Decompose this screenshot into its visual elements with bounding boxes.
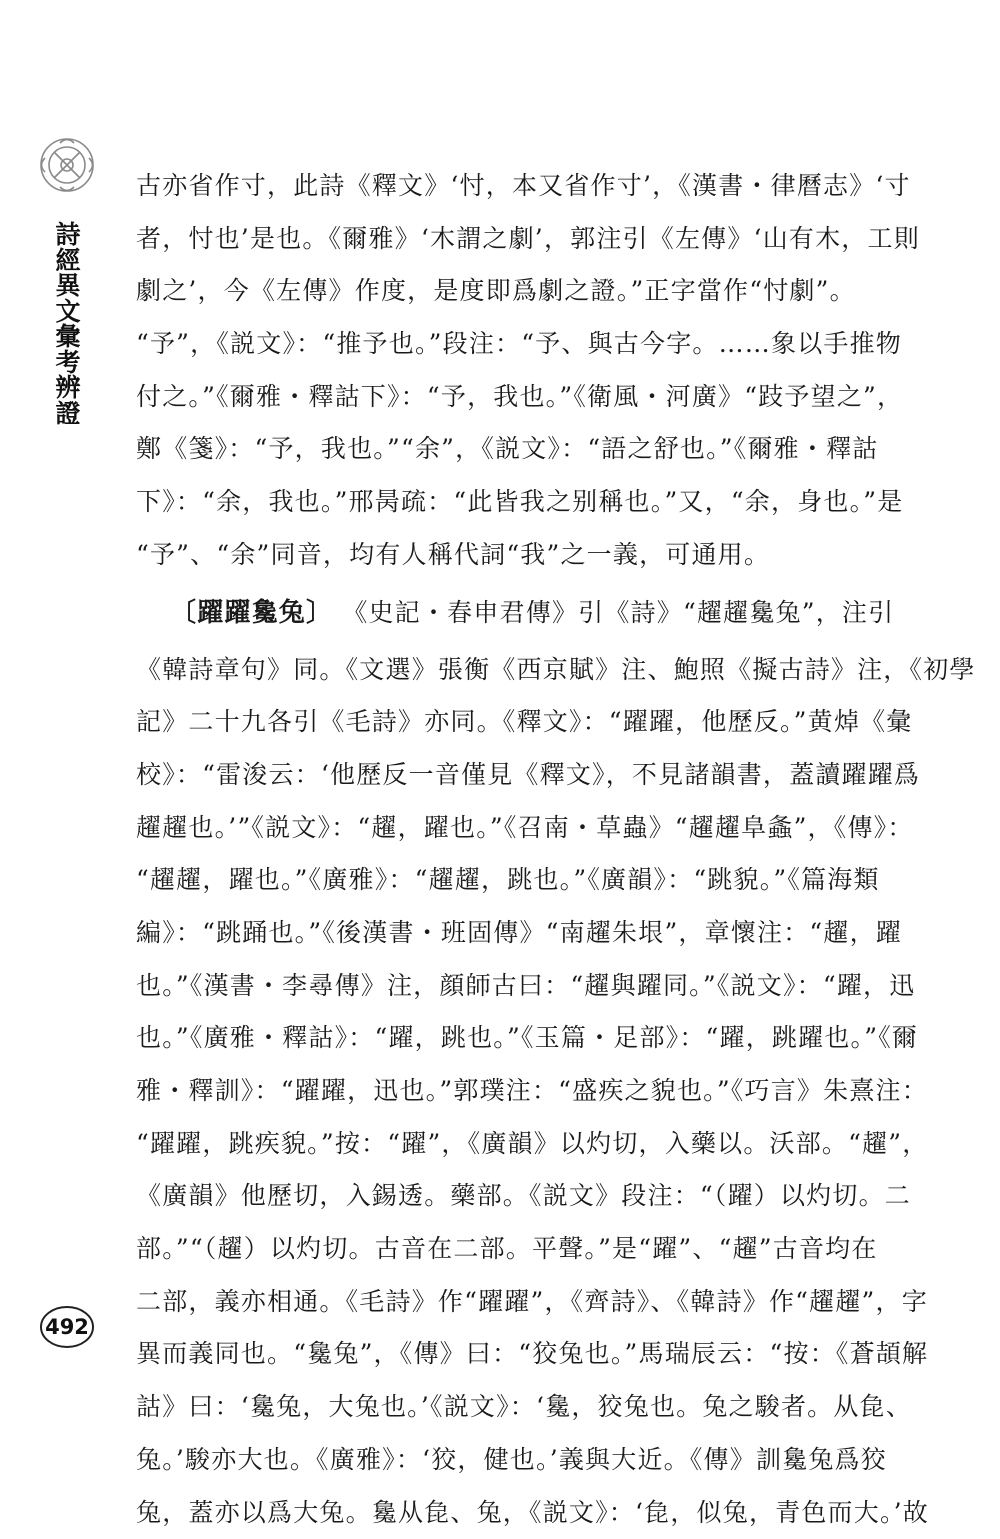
text-line: 《韓詩章句》同。《文選》張衡《西京賦》注、鮑照《擬古詩》注，《初學: [136, 644, 888, 697]
text-line: 編》：“跳踊也。”《後漢書・班固傳》“南趯朱垠”，章懷注：“趯，躍: [136, 907, 888, 960]
title-char: 彙: [50, 324, 86, 350]
text-line: 也。”《漢書・李尋傳》注，顔師古曰：“趯與躍同。”《説文》：“躍，迅: [136, 960, 888, 1013]
text-line: “予”、“余”同音，均有人稱代詞“我”之一義，可通用。: [136, 529, 888, 582]
page-number-badge: [38, 1303, 96, 1351]
text-line: 部。”“（趯）以灼切。古音在二部。平聲。”是“躍”、“趯”古音均在: [136, 1223, 888, 1276]
entry-heading: 〔躍躍毚兔〕: [170, 598, 333, 628]
title-char: 文: [50, 299, 86, 325]
text-line: 《廣韻》他歷切，入錫透。藥部。《説文》段注：“（躍）以灼切。二: [136, 1170, 888, 1223]
text-line: 古亦省作寸，此詩《釋文》‘忖，本又省作寸’，《漢書・律曆志》‘寸: [136, 160, 888, 213]
text-line: 雅・釋訓》：“躍躍，迅也。”郭璞注：“盛疾之貌也。”《巧言》朱熹注：: [136, 1065, 888, 1118]
text-line: 趯趯也。’”《説文》：“趯，躍也。”《召南・草蟲》“趯趯阜螽”，《傳》：: [136, 802, 888, 855]
text-line: 也。”《廣雅・釋詁》：“躍，跳也。”《玉篇・足部》：“躍，跳躍也。”《爾: [136, 1012, 888, 1065]
title-char: 詩: [50, 222, 86, 248]
text-line: 兔，蓋亦以爲大兔。毚从㲋、兔，《説文》：‘㲋，似兔，青色而大。’故: [136, 1487, 888, 1539]
text-line: “躍躍，跳疾貌。”按：“躍”，《廣韻》以灼切，入藥以。沃部。“趯”，: [136, 1118, 888, 1171]
text-line: 劇之’，今《左傳》作度，是度即爲劇之證。”正字當作“忖劇”。: [136, 265, 888, 318]
text-line: 者，忖也’是也。《爾雅》‘木謂之劇’，郭注引《左傳》‘山有木，工則: [136, 213, 888, 266]
text-line: 二部，義亦相通。《毛詩》作“躍躍”，《齊詩》、《韓詩》作“趯趯”，字: [136, 1276, 888, 1329]
text-line: 校》：“雷浚云：‘他歷反一音僅見《釋文》，不見諸韻書，蓋讀躍躍爲: [136, 749, 888, 802]
title-char: 異: [50, 273, 86, 299]
main-text: [136, 160, 888, 1539]
title-char: 經: [50, 248, 86, 274]
title-char: 辨: [50, 375, 86, 401]
entry-first-line-text: 《史記・春申君傳》引《詩》“趯趯毚兔”，注引: [342, 598, 894, 627]
text-line: 記》二十九各引《毛詩》亦同。《釋文》：“躍躍，他歷反。”黄焯《彙: [136, 696, 888, 749]
entry-first-line: [136, 582, 888, 644]
title-char: 考: [50, 350, 86, 376]
text-line: 鄭《箋》：“予，我也。”“余”，《説文》：“語之舒也。”《爾雅・釋詁: [136, 423, 888, 476]
text-line: “予”，《説文》：“推予也。”段注：“予、與古今字。……象以手推物: [136, 318, 888, 371]
vertical-book-title: [50, 222, 86, 426]
text-line: 異而義同也。“毚兔”，《傳》曰：“狡兔也。”馬瑞辰云：“按：《蒼頡解: [136, 1328, 888, 1381]
decorative-ornament-icon: [30, 128, 104, 202]
text-line: “趯趯，躍也。”《廣雅》：“趯趯，跳也。”《廣韻》：“跳貌。”《篇海類: [136, 854, 888, 907]
title-char: 證: [50, 401, 86, 427]
text-line: 詁》曰：‘毚兔，大兔也。’《説文》：‘毚，狡兔也。兔之駿者。从㲋、: [136, 1381, 888, 1434]
text-line: 兔。’駿亦大也。《廣雅》：‘狡，健也。’義與大近。《傳》訓毚兔爲狡: [136, 1434, 888, 1487]
page-number: 492: [38, 1303, 96, 1351]
text-line: 付之。”《爾雅・釋詁下》：“予，我也。”《衛風・河廣》“跂予望之”，: [136, 371, 888, 424]
text-line: 下》：“余，我也。”邢昺疏：“此皆我之别稱也。”又，“余，身也。”是: [136, 476, 888, 529]
